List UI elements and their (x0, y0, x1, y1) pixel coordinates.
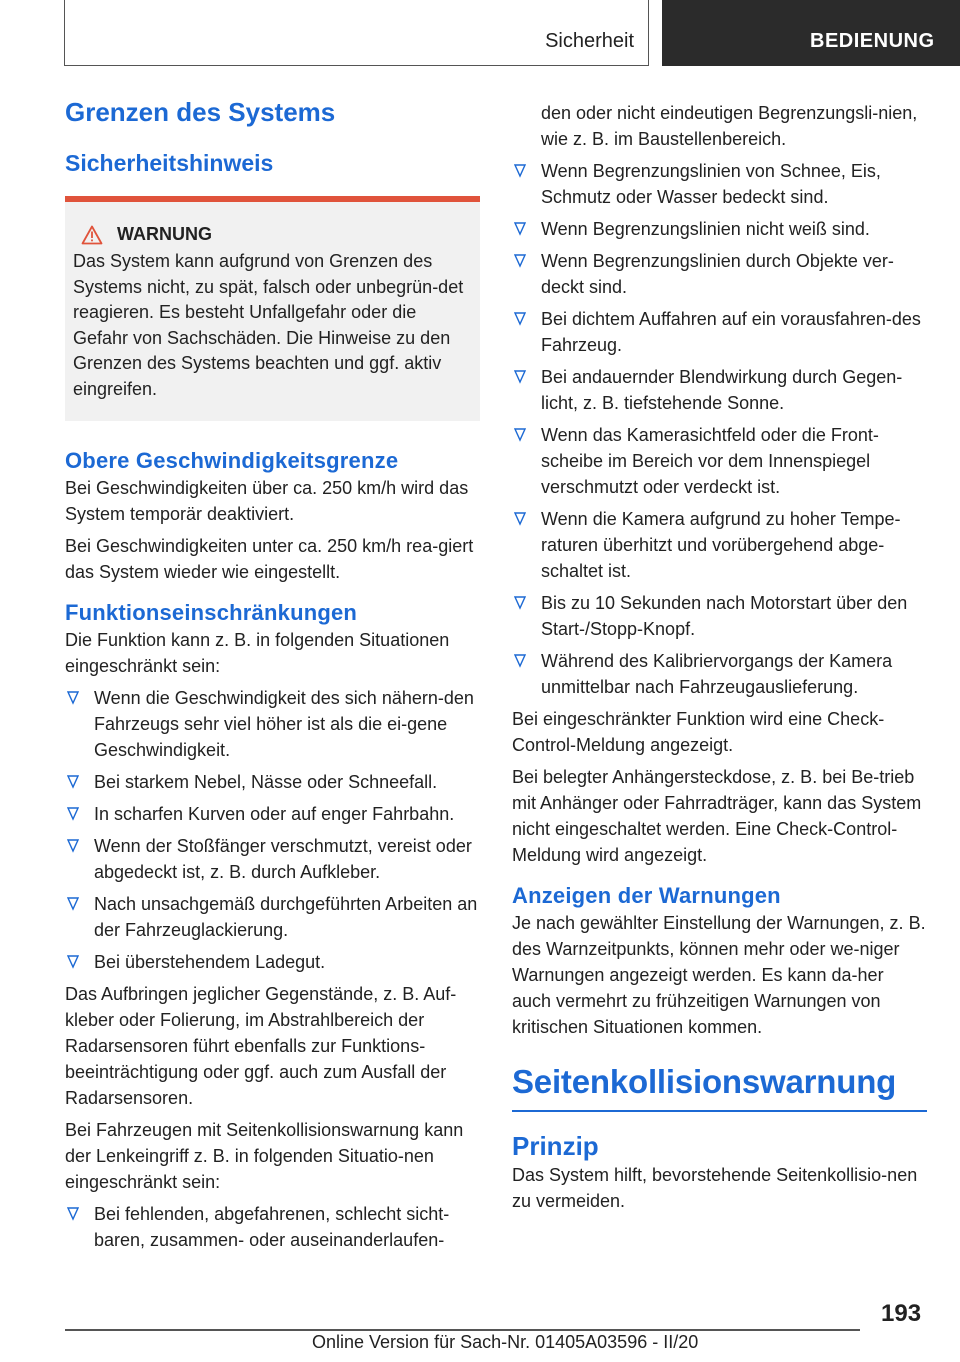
list-item (65, 891, 480, 943)
left-column (65, 96, 480, 1259)
bullet-triangle-icon (514, 164, 526, 178)
warnings-display-heading: Anzeigen der Warnungen (512, 883, 781, 908)
list-item-text: In scharfen Kurven oder auf enger Fahrbahn. (94, 803, 455, 824)
chapter-heading: Seitenkollisionswarnung (512, 1063, 897, 1100)
header-section-title: Sicherheit (545, 30, 634, 52)
footer-online-version: Online Version für Sach-Nr. 01405A03596 - II/20 (312, 1332, 699, 1352)
list-item (65, 1201, 480, 1253)
list-item-text: Wenn Begrenzungslinien nicht weiß sind. (541, 219, 870, 239)
list-item (512, 506, 927, 584)
chapter-rule (512, 1110, 927, 1112)
list-item (512, 648, 927, 700)
list-item (512, 590, 927, 642)
list-item (65, 949, 480, 975)
list-item (512, 248, 927, 300)
warning-text: Das System kann aufgrund von Grenzen des Systems nicht, zu spät, falsch oder unbegrün-det reagieren. Es besteht Unfallgefahr oder die Gefahr von Sachschäden. Die Hinweise zu den Grenzen des Systems beachten und ggf. aktiv eingreifen. (73, 251, 464, 399)
warnings-display-paragraph: Je nach gewählter Einstellung der Warnungen, z. B. des Warnzeitpunkts, können mehr oder we-niger Warnungen angezeigt werden. Es kann da-her auch vermehrt zu frühzeitigen Warnungen von kritischen Situationen kommen. (512, 913, 926, 1037)
bullet-triangle-icon (67, 897, 79, 911)
principle-heading: Prinzip (512, 1131, 599, 1161)
footer-rule (65, 1329, 860, 1331)
list-item-text: Nach unsachgemäß durchgeführten Arbeiten an der Fahrzeuglackierung. (94, 893, 478, 940)
bullet-triangle-icon (514, 312, 526, 326)
check-control-paragraph-2: Bei belegter Anhängersteckdose, z. B. bei Be-trieb mit Anhänger oder Fahrradträger, kann das System nicht eingeschaltet werden. Eine Check-Control-Meldung wird angezeigt. (512, 767, 922, 865)
list-item-text: Wenn die Kamera aufgrund zu hoher Tempe-raturen überhitzt und vorübergehend abge-schaltet ist. (541, 509, 901, 581)
radar-paragraph: Das Aufbringen jeglicher Gegenstände, z. B. Auf-kleber oder Folierung, im Abstrahlbereich der Radarsensoren führt ebenfalls zur Funktions-beeinträchtigung oder ggf. auch zum Ausfall der Radarsensoren. (65, 983, 457, 1108)
list-item (512, 158, 927, 210)
list-item-text: Wenn das Kamerasichtfeld oder die Front-scheibe im Bereich vor dem Innenspiegel verschmutzt oder verdeckt ist. (541, 425, 879, 497)
check-control-paragraph-1: Bei eingeschränkter Funktion wird eine Check-Control-Meldung angezeigt. (512, 709, 885, 755)
side-limits-list-continued (512, 158, 927, 700)
bullet-triangle-icon (514, 254, 526, 268)
bullet-triangle-icon (514, 370, 526, 384)
bullet-triangle-icon (67, 775, 79, 789)
function-limits-heading: Funktionseinschränkungen (65, 599, 358, 625)
warning-label: WARNUNG (117, 224, 212, 244)
list-item-text: Wenn Begrenzungslinien von Schnee, Eis, Schmutz oder Wasser bedeckt sind. (541, 161, 881, 207)
list-item-text: Wenn die Geschwindigkeit des sich nähern-den Fahrzeugs sehr viel höher ist als die ei-gene Geschwindigkeit. (94, 687, 474, 760)
speed-limit-heading: Obere Geschwindigkeitsgrenze (65, 447, 399, 473)
bullet-triangle-icon (67, 955, 79, 969)
list-item-text: Wenn Begrenzungslinien durch Objekte ver-deckt sind. (541, 251, 894, 297)
list-item-text: Bei starkem Nebel, Nässe oder Schneefall. (94, 771, 438, 792)
bullet-triangle-icon (514, 596, 526, 610)
side-limits-list (65, 1201, 480, 1253)
warning-header (73, 224, 470, 245)
bullet-triangle-icon (67, 1207, 79, 1221)
bullet-triangle-icon (67, 807, 79, 821)
list-item-text: Bei andauernder Blendwirkung durch Gegen-licht, z. B. tiefstehende Sonne. (541, 367, 903, 413)
list-item (512, 422, 927, 500)
list-item-text: Wenn der Stoßfänger verschmutzt, vereist oder abgedeckt ist, z. B. durch Aufkleber. (94, 835, 472, 882)
bullet-triangle-icon (67, 839, 79, 853)
function-limits-intro: Die Funktion kann z. B. in folgenden Situationen eingeschränkt sein: (65, 629, 450, 676)
safety-subtitle: Sicherheitshinweis (65, 150, 274, 176)
speed-limit-paragraph-1: Bei Geschwindigkeiten über ca. 250 km/h wird das System temporär deaktiviert. (65, 477, 469, 524)
bullet-triangle-icon (514, 222, 526, 236)
list-item-text: Bei fehlenden, abgefahrenen, schlecht sicht-baren, zusammen- oder auseinanderlaufen- (94, 1203, 450, 1250)
bullet-triangle-icon (514, 512, 526, 526)
list-item (512, 216, 927, 242)
section-title: Grenzen des Systems (65, 97, 336, 127)
list-item (512, 364, 927, 416)
warning-box (65, 196, 480, 421)
list-item (65, 833, 480, 885)
side-collision-paragraph: Bei Fahrzeugen mit Seitenkollisionswarnung kann der Lenkeingriff z. B. in folgenden Situatio-nen eingeschränkt sein: (65, 1119, 464, 1192)
list-item (65, 769, 480, 795)
warning-triangle-icon (81, 225, 103, 245)
header-chapter-tab (662, 0, 960, 66)
speed-limit-paragraph-2: Bei Geschwindigkeiten unter ca. 250 km/h rea-giert das System wieder wie eingestellt. (65, 535, 474, 582)
principle-paragraph: Das System hilft, bevorstehende Seitenkollisio-nen zu vermeiden. (512, 1165, 918, 1211)
header-section-frame (64, 0, 649, 66)
list-item-continuation: den oder nicht eindeutigen Begrenzungsli-nien, wie z. B. im Baustellenbereich. (541, 103, 918, 149)
bullet-triangle-icon (67, 691, 79, 705)
header-chapter-title: BEDIENUNG (810, 30, 935, 52)
list-item-text: Bei dichtem Auffahren auf ein vorausfahren-des Fahrzeug. (541, 309, 921, 355)
right-column (512, 100, 927, 1220)
list-item (512, 306, 927, 358)
bullet-triangle-icon (514, 654, 526, 668)
list-item (65, 801, 480, 827)
list-item-text: Bis zu 10 Sekunden nach Motorstart über den Start-/Stopp-Knopf. (541, 593, 908, 639)
page-number: 193 (881, 1300, 922, 1327)
list-item-text: Bei überstehendem Ladegut. (94, 951, 326, 972)
function-limits-list (65, 685, 480, 975)
list-item (65, 685, 480, 763)
list-item-text: Während des Kalibriervorgangs der Kamera unmittelbar nach Fahrzeugauslieferung. (541, 651, 893, 697)
bullet-triangle-icon (514, 428, 526, 442)
